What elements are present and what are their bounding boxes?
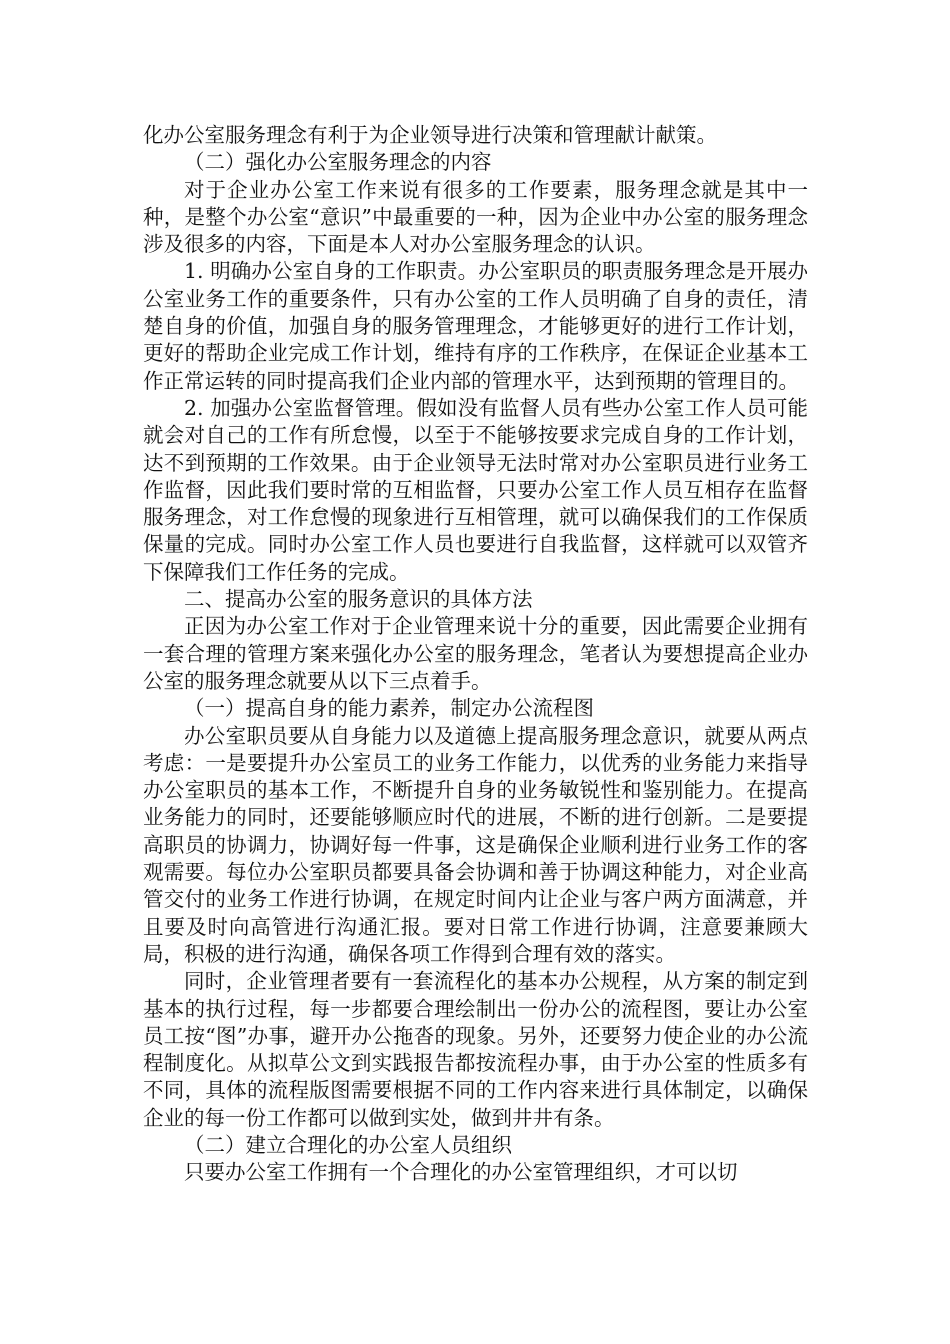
- paragraph-continuation: 化办公室服务理念有利于为企业领导进行决策和管理献计献策。: [143, 123, 717, 147]
- paragraph: 同时，企业管理者要有一套流程化的基本办公规程，从方案的制定到基本的执行过程，每一步都要合理绘制出一份办公的流程图，要让办公室员工按“图”办事，避开办公拖沓的现象。另外，还要努力使企业的办公流程制度化。从拟草公文到实践报告都按流程办事，由于办公室的性质多有不同，具体的流程版图需要根据不同的工作内容来进行具体制定，以确保企业的每一份工作都可以做到实处，做到井井有条。: [143, 969, 808, 1130]
- paragraph: 对于企业办公室工作来说有很多的工作要素，服务理念就是其中一种，是整个办公室“意识”中最重要的一种，因为企业中办公室的服务理念涉及很多的内容，下面是本人对办公室服务理念的认识。: [143, 177, 808, 257]
- paragraph: 办公室职员要从自身能力以及道德上提高服务理念意识，就要从两点考虑：一是要提升办公室员工的业务工作能力，以优秀的业务能力来指导办公室职员的基本工作，不断提升自身的业务敏锐性和鉴别能力。在提高业务能力的同时，还要能够顺应时代的进展，不断的进行创新。二是要提高职员的协调力，协调好每一件事，这是确保企业顺利进行业务工作的客观需要。每位办公室职员都要具备会协调和善于协调这种能力，对企业高管交付的业务工作进行协调，在规定时间内让企业与客户两方面满意，并且要及时向高管进行沟通汇报。要对日常工作进行协调，注意要兼顾大局，积极的进行沟通，确保各项工作得到合理有效的落实。: [143, 723, 808, 966]
- paragraph: 只要办公室工作拥有一个合理化的办公室管理组织，才可以切: [184, 1160, 738, 1185]
- paragraph: 1. 明确办公室自身的工作职责。办公室职员的职责服务理念是开展办公室业务工作的重要条件，只有办公室的工作人员明确了自身的责任，清楚自身的价值，加强自身的服务管理理念，才能够更好的进行工作计划，更好的帮助企业完成工作计划，维持有序的工作秩序，在保证企业基本工作正常运转的同时提高我们企业内部的管理水平，达到预期的管理目的。: [143, 259, 808, 393]
- subsection-heading: （二）建立合理化的办公室人员组织: [184, 1132, 512, 1157]
- paragraph: 正因为办公室工作对于企业管理来说十分的重要，因此需要企业拥有一套合理的管理方案来强化办公室的服务理念，笔者认为要想提高企业办公室的服务理念就要从以下三点着手。: [143, 614, 808, 693]
- paragraph: 2. 加强办公室监督管理。假如没有监督人员有些办公室工作人员可能就会对自己的工作有所怠慢，以至于不能够按要求完成自身的工作计划，达不到预期的工作效果。由于企业领导无法时常对办公室职员进行业务工作监督，因此我们要时常的互相监督，只要办公室工作人员互相存在监督服务理念，对工作怠慢的现象进行互相管理，就可以确保我们的工作保质保量的完成。同时办公室工作人员也要进行自我监督，这样就可以双管齐下保障我们工作任务的完成。: [143, 395, 808, 584]
- section-heading: 二、提高办公室的服务意识的具体方法: [184, 587, 533, 612]
- subsection-heading: （二）强化办公室服务理念的内容: [184, 150, 492, 175]
- subsection-heading: （一）提高自身的能力素养，制定办公流程图: [184, 696, 594, 721]
- document-body: [143, 122, 808, 1187]
